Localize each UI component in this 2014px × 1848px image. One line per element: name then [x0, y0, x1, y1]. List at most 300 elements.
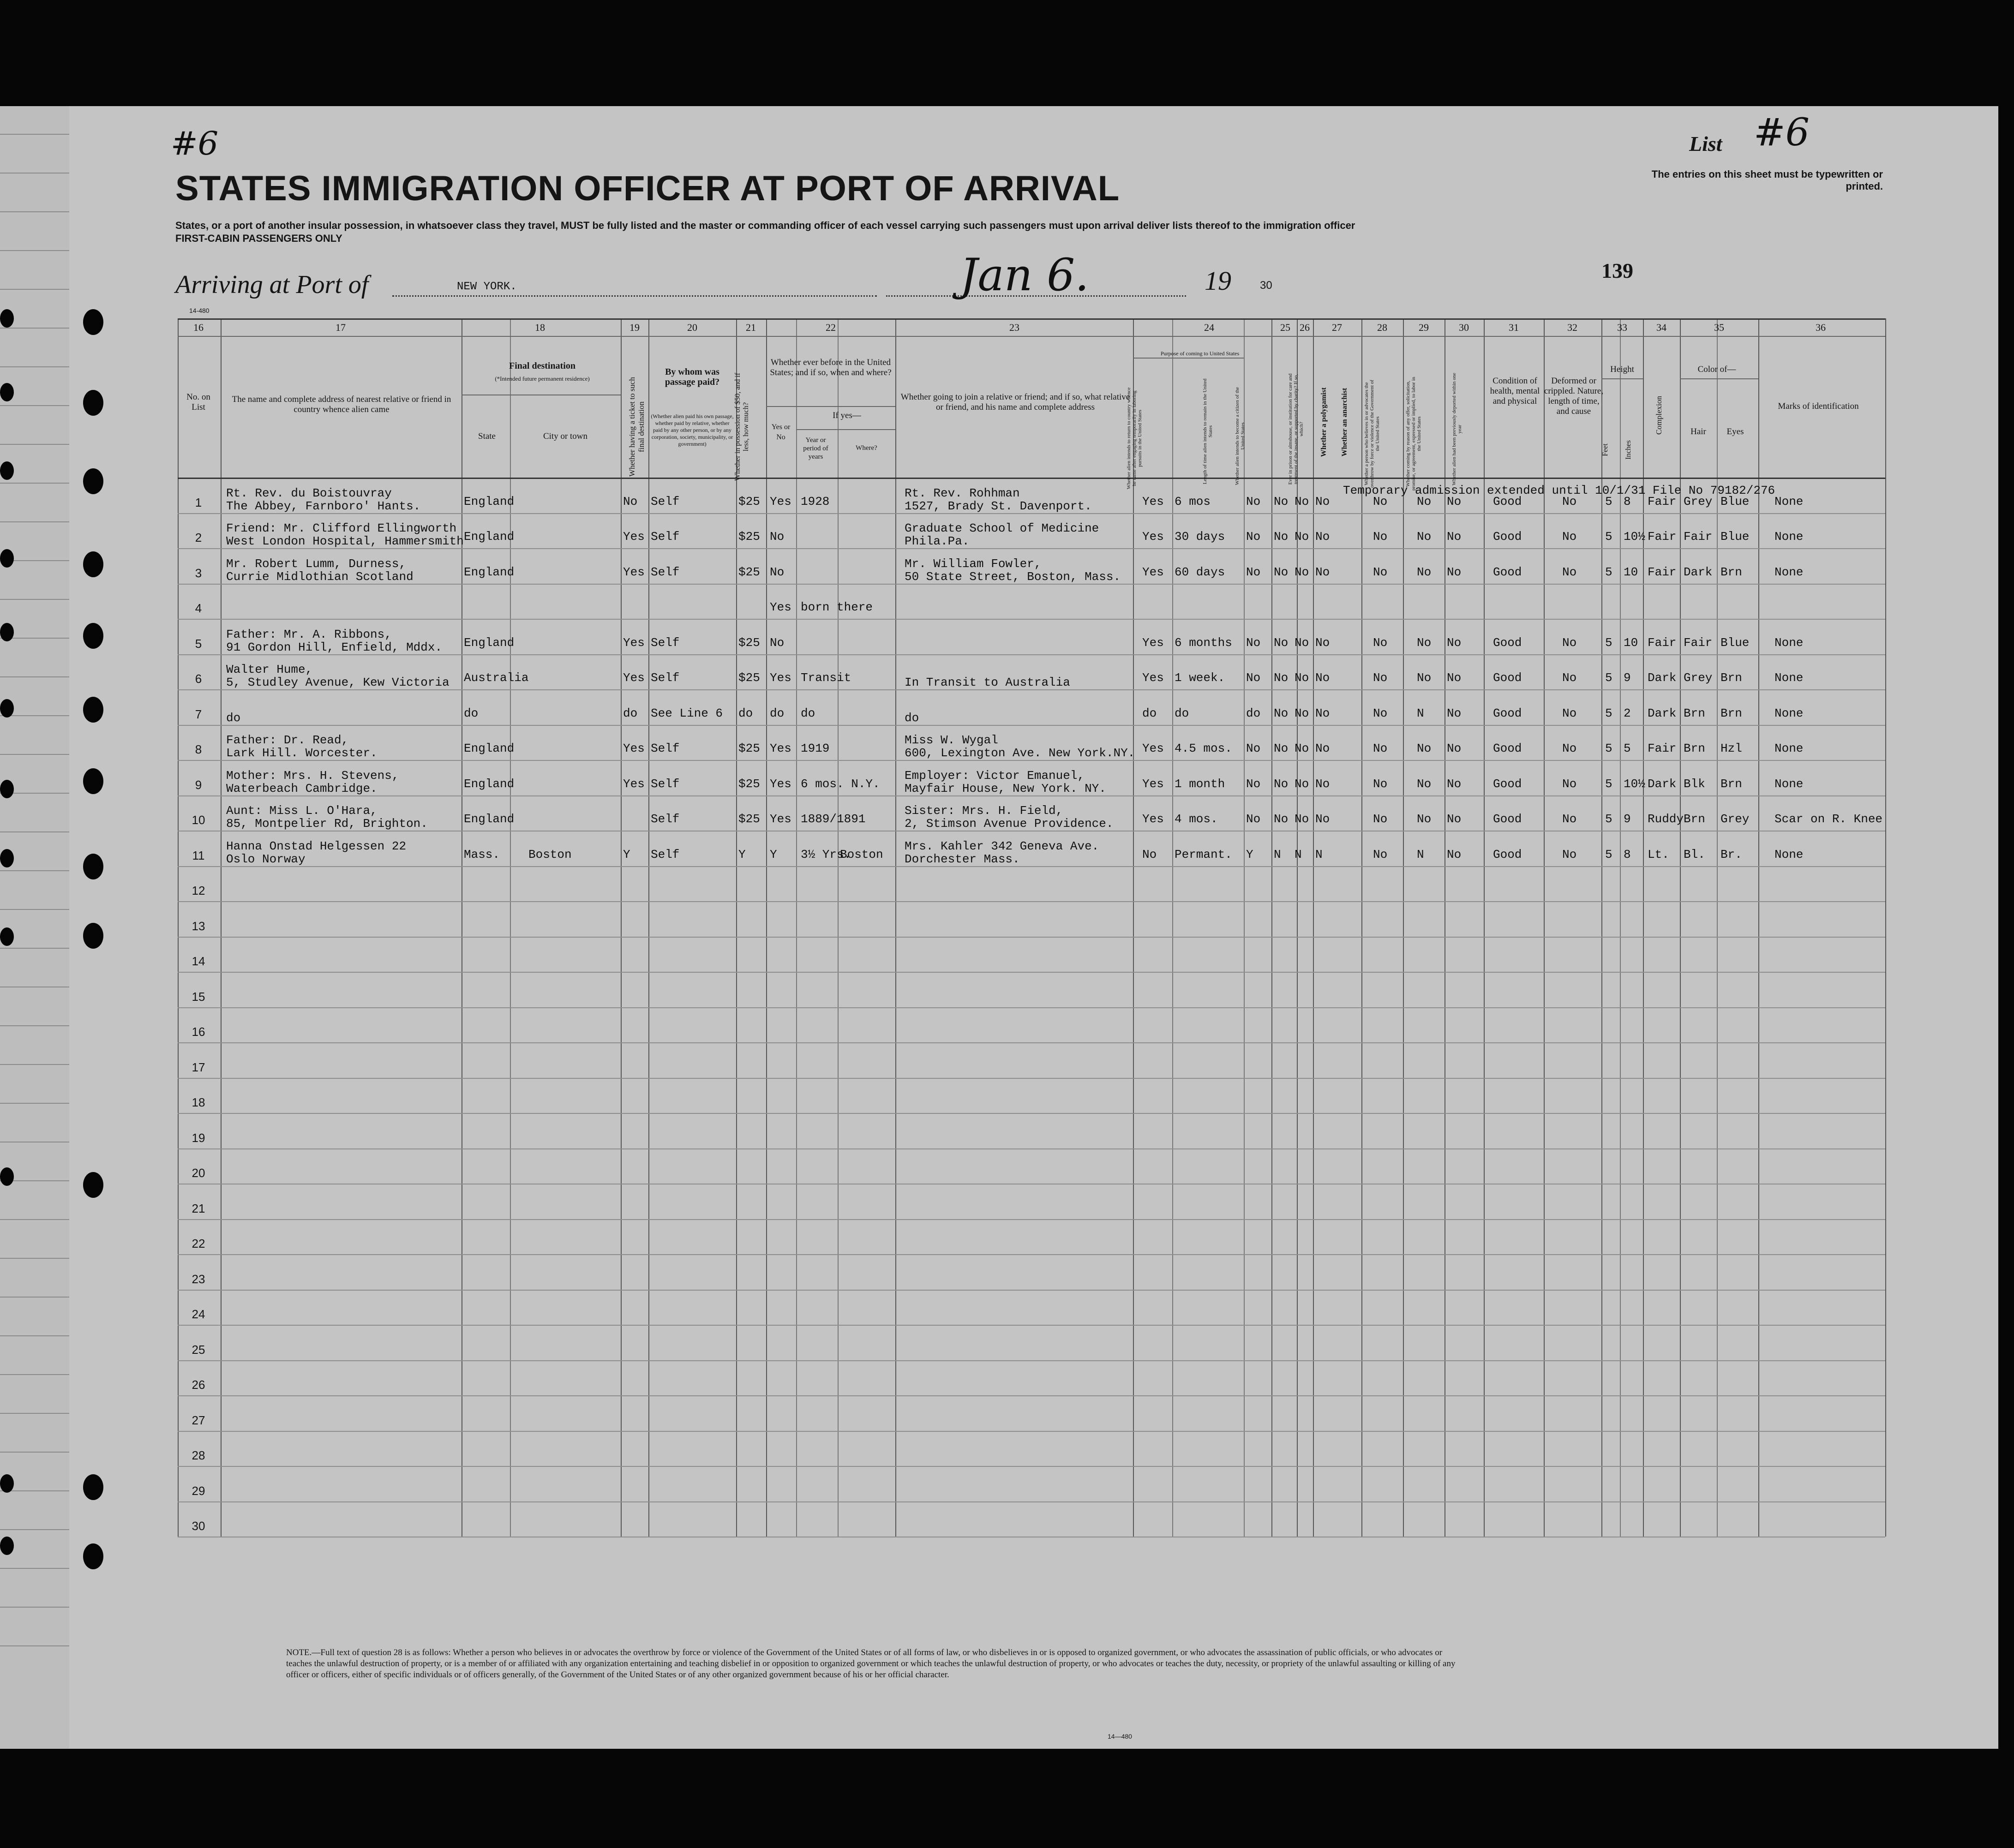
- cell-p3: Y: [1246, 847, 1253, 861]
- grid-row-divider: [178, 654, 1885, 655]
- cell-c26: No: [1295, 635, 1309, 650]
- cell-c30: No: [1447, 812, 1462, 826]
- manifest-sheet: [69, 106, 1998, 1749]
- cell-before: Yes: [770, 671, 791, 685]
- adjacent-page-rule: [0, 599, 69, 600]
- cell-addr: Currie Midlothian Scotland: [226, 569, 414, 584]
- cell-eyes: Brn: [1720, 671, 1742, 685]
- cell-state: England: [464, 777, 515, 791]
- grid-row-divider: [178, 795, 1885, 796]
- cell-health: Good: [1493, 530, 1522, 544]
- grid-row-divider: [178, 1254, 1885, 1255]
- cell-eyes: Brn: [1720, 777, 1742, 791]
- cell-health: Good: [1493, 742, 1522, 755]
- header-complexion: Complexion: [1654, 395, 1663, 435]
- adjacent-page-rule: [0, 1025, 69, 1026]
- grid-vertical-line: [1620, 318, 1621, 1537]
- cell-in: 2: [1624, 706, 1631, 720]
- cell-c27: No: [1315, 635, 1330, 650]
- cell-eyes: Brn: [1720, 565, 1742, 579]
- grid-vertical-line: [1601, 318, 1602, 1537]
- grid-row-divider: [178, 1042, 1885, 1043]
- page-title: STATES IMMIGRATION OFFICER AT PORT OF ARRIVAL: [175, 169, 1120, 208]
- cell-hair: Grey: [1684, 671, 1713, 685]
- cell-money: Y: [738, 847, 746, 861]
- cell-money: $25: [738, 742, 760, 755]
- cell-c25: No: [1274, 530, 1289, 544]
- cell-money: do: [738, 706, 753, 720]
- header-prison: Ever in prison or almshouse, or institution for care and treatment of the insane, or supported by charity? If so, which?: [1288, 373, 1304, 485]
- row-number: 11: [192, 848, 205, 862]
- cell-ticket: Yes: [623, 635, 645, 650]
- cell-years: 1928: [801, 494, 830, 508]
- adjacent-page-rule: [0, 1335, 69, 1336]
- cell-health: Good: [1493, 494, 1522, 508]
- cell-join2: Mayfair House, New York. NY.: [905, 781, 1106, 795]
- row-number: 24: [192, 1307, 205, 1321]
- cell-c29: No: [1417, 530, 1432, 544]
- grid-row-divider: [178, 972, 1885, 973]
- header-feet: Feet: [1601, 443, 1609, 456]
- cell-paid: Self: [651, 635, 680, 650]
- adjacent-page-edge: [0, 106, 69, 1749]
- grid-row-divider: [178, 1325, 1885, 1326]
- adjacent-page-rule: [0, 1374, 69, 1375]
- cell-in: 10: [1624, 635, 1638, 650]
- row-number: 3: [195, 566, 202, 580]
- cell-complex: Dark: [1648, 777, 1677, 791]
- row-number: 14: [192, 954, 205, 968]
- punch-hole: [83, 768, 103, 794]
- cell-ft: 5: [1605, 812, 1612, 826]
- column-number: 18: [535, 322, 545, 333]
- cell-c30: No: [1447, 671, 1462, 685]
- punch-hole: [0, 1167, 14, 1186]
- cell-hair: Brn: [1684, 742, 1705, 755]
- cell-c27: No: [1315, 706, 1330, 720]
- cell-addr: Waterbeach Cambridge.: [226, 781, 378, 795]
- row-number: 17: [192, 1060, 205, 1074]
- row-number: 15: [192, 989, 205, 1004]
- cell-c26: No: [1295, 706, 1309, 720]
- grid-vertical-line: [178, 318, 179, 1537]
- cell-deform: No: [1562, 742, 1577, 755]
- cell-c25: No: [1274, 565, 1289, 579]
- cell-eyes: Grey: [1720, 812, 1750, 826]
- header-been-before: Whether ever before in the United States; and if so, when and where?: [770, 358, 892, 377]
- cell-join1: Graduate School of Medicine: [905, 521, 1099, 535]
- adjacent-page-rule: [0, 483, 69, 484]
- cell-state: England: [464, 742, 515, 755]
- cell-ticket: Yes: [623, 530, 645, 544]
- cell-c26: No: [1295, 671, 1309, 685]
- cell-addr: do: [226, 711, 241, 725]
- cell-p1: No: [1142, 847, 1157, 861]
- adjacent-page-rule: [0, 366, 69, 367]
- cell-p2: do: [1175, 706, 1189, 720]
- column-number: 19: [629, 322, 640, 333]
- cell-addr: Oslo Norway: [226, 852, 306, 866]
- cell-addr: 5, Studley Avenue, Kew Victoria: [226, 676, 450, 689]
- grid-colnum-divider: [178, 336, 1885, 337]
- column-number: 35: [1714, 322, 1724, 333]
- adjacent-page-rule: [0, 948, 69, 949]
- cell-join1: Rt. Rev. Rohhman: [905, 486, 1020, 500]
- cell-before: Yes: [770, 600, 791, 614]
- cell-rel: Hanna Onstad Helgessen 22: [226, 839, 407, 853]
- row-number: 10: [192, 813, 205, 827]
- cell-marks: None: [1774, 706, 1804, 720]
- header-purpose: Purpose of coming to United States: [1160, 350, 1240, 357]
- cell-complex: Ruddy: [1648, 812, 1684, 826]
- grid-vertical-line: [1643, 318, 1644, 1537]
- cell-c28: No: [1373, 635, 1388, 650]
- cell-in: 9: [1624, 812, 1631, 826]
- row-number: 8: [195, 742, 202, 756]
- cell-c25: No: [1274, 635, 1289, 650]
- cell-c30: No: [1447, 706, 1462, 720]
- row-number: 27: [192, 1413, 205, 1427]
- header-labor-offer: Whether coming by reason of any offer, solicitation, promise, or agreement, expressed or implied, to labor in the United States: [1405, 377, 1422, 491]
- cell-before: Yes: [770, 777, 791, 791]
- cell-ticket: Y: [623, 847, 630, 861]
- cell-health: Good: [1493, 671, 1522, 685]
- row-number: 28: [192, 1448, 205, 1462]
- cell-rel: Father: Mr. A. Ribbons,: [226, 627, 392, 641]
- cell-eyes: Hzl: [1720, 742, 1742, 755]
- cell-p3: No: [1246, 565, 1261, 579]
- cell-c29: N: [1417, 847, 1424, 861]
- cell-money: $25: [738, 565, 760, 579]
- cell-paid: Self: [651, 565, 680, 579]
- adjacent-page-rule: [0, 405, 69, 406]
- cell-p1: Yes: [1142, 742, 1164, 755]
- row-number: 5: [195, 636, 202, 651]
- cell-c29: No: [1417, 494, 1432, 508]
- cell-years: Transit: [801, 671, 851, 685]
- cell-years: born there: [801, 600, 873, 614]
- grid-top-border: [178, 318, 1885, 320]
- column-number: 26: [1300, 322, 1310, 333]
- cell-deform: No: [1562, 494, 1577, 508]
- row-number: 2: [195, 531, 202, 544]
- adjacent-page-rule: [0, 754, 69, 755]
- grid-vertical-line: [1885, 318, 1886, 1537]
- cell-marks: None: [1774, 494, 1804, 508]
- grid-row-divider: [178, 1148, 1885, 1149]
- row-number: 29: [192, 1483, 205, 1498]
- grid-row-divider: [178, 866, 1885, 867]
- header-if-yes: If yes—: [833, 411, 861, 420]
- cell-before: No: [770, 530, 785, 544]
- grid-row-divider: [178, 937, 1885, 938]
- cell-hair: Dark: [1684, 565, 1713, 579]
- cell-in: 5: [1624, 742, 1631, 755]
- cell-p2: 1 week.: [1175, 671, 1225, 685]
- column-number: 17: [336, 322, 346, 333]
- cell-c27: N: [1315, 847, 1323, 861]
- cell-marks: None: [1774, 530, 1804, 544]
- cell-p1: do: [1142, 706, 1157, 720]
- cell-ft: 5: [1605, 706, 1612, 720]
- cell-join2: 50 State Street, Boston, Mass.: [905, 569, 1121, 584]
- header-state: State: [478, 431, 496, 441]
- typewritten-note: The entries on this sheet must be typewritten or printed.: [1651, 168, 1883, 192]
- adjacent-page-rule: [0, 1413, 69, 1414]
- cell-complex: Fair: [1648, 742, 1677, 755]
- header-passage-paid: By whom was passage paid?: [665, 367, 720, 387]
- list-label: List: [1689, 132, 1722, 155]
- cell-join1: Sister: Mrs. H. Field,: [905, 804, 1063, 818]
- adjacent-page-rule: [0, 134, 69, 135]
- grid-vertical-line: [648, 318, 649, 1537]
- grid-vertical-line: [1680, 318, 1681, 1537]
- cell-marks: None: [1774, 847, 1804, 861]
- cell-c29: N: [1417, 706, 1424, 720]
- cell-addr: 85, Montpelier Rd, Brighton.: [226, 817, 428, 831]
- cell-hair: Blk: [1684, 777, 1705, 791]
- class-label: FIRST-CABIN PASSENGERS ONLY: [175, 233, 342, 244]
- header-passage-paid-note: (Whether alien paid his own passage, whether paid by relative, whether paid by any other person, or by any corporation, society, municipality, or government): [651, 413, 734, 447]
- cell-paid: Self: [651, 847, 680, 861]
- cell-before: No: [770, 565, 785, 579]
- cell-c28: No: [1373, 530, 1388, 544]
- cell-paid: Self: [651, 494, 680, 508]
- row-number: 19: [192, 1130, 205, 1145]
- cell-paid: Self: [651, 530, 680, 544]
- footnote-question-28: NOTE.—Full text of question 28 is as follows: Whether a person who believes in or advocates the overthrow by force or violence of the Government of the United States or of all forms of law, or who disbelieves in or is opposed to organized government, or who advocates the assassination of public officials, or who advocates or teaches the unlawful destruction of property, or is a member of or affiliated with any organization entertaining and teaching disbelief in or opposition to organized government or which teaches the unlawful destruction of property, or who advocates or teaches the duty, necessity, or propriety of the unlawful assaulting or killing of any officer or officers, either of specific individuals or of officers generally, of the Government of the United States or of any other organized government because of his or her official character.: [286, 1648, 1456, 1680]
- grid-vertical-line: [1484, 318, 1485, 1537]
- cell-p2: 4 mos.: [1175, 812, 1218, 826]
- cell-in: 8: [1624, 847, 1631, 861]
- cell-marks: None: [1774, 777, 1804, 791]
- cell-join1: Employer: Victor Emanuel,: [905, 768, 1085, 783]
- cell-p1: Yes: [1142, 635, 1164, 650]
- cell-ft: 5: [1605, 847, 1612, 861]
- header-marks: Marks of identification: [1778, 401, 1859, 411]
- grid-vertical-line: [1133, 318, 1134, 1537]
- cell-in: 10: [1624, 565, 1638, 579]
- adjacent-page-rule: [0, 1452, 69, 1453]
- adjacent-page-rule: [0, 250, 69, 251]
- header-eyes: Eyes: [1726, 427, 1744, 437]
- grid-vertical-line: [736, 318, 737, 1537]
- cell-deform: No: [1562, 706, 1577, 720]
- handwritten-sheet-number: #6: [171, 125, 219, 162]
- cell-c29: No: [1417, 777, 1432, 791]
- adjacent-page-rule: [0, 676, 69, 677]
- cell-years: 6 mos. N.Y.: [801, 777, 880, 791]
- cell-c29: No: [1417, 812, 1432, 826]
- cell-join1: Mr. William Fowler,: [905, 556, 1042, 571]
- grid-vertical-line: [1544, 318, 1545, 1537]
- punch-hole: [0, 549, 14, 568]
- column-number: 22: [826, 322, 836, 333]
- cell-paid: Self: [651, 671, 680, 685]
- cell-ticket: Yes: [623, 742, 645, 755]
- cell-years: 1889/1891: [801, 812, 866, 826]
- cell-money: $25: [738, 635, 760, 650]
- grid-vertical-line: [766, 318, 767, 1537]
- cell-rel: Mother: Mrs. H. Stevens,: [226, 768, 399, 783]
- cell-p2: 6 mos: [1175, 494, 1211, 508]
- header-hair: Hair: [1690, 427, 1706, 437]
- grid-row-divider: [178, 1395, 1885, 1396]
- header-no-on-list: No. on List: [186, 392, 210, 412]
- cell-c30: No: [1447, 777, 1462, 791]
- cell-health: Good: [1493, 847, 1522, 861]
- grid-row-divider: [178, 1431, 1885, 1432]
- punch-hole: [0, 383, 14, 401]
- cell-health: Good: [1493, 565, 1522, 579]
- adjacent-page-rule: [0, 444, 69, 445]
- cell-p3: No: [1246, 742, 1261, 755]
- cell-c28: No: [1373, 706, 1388, 720]
- adjacent-page-rule: [0, 870, 69, 871]
- cell-rel: Father: Dr. Read,: [226, 733, 349, 747]
- row-number: 21: [192, 1201, 205, 1215]
- cell-c26: No: [1295, 812, 1309, 826]
- punch-hole: [83, 1474, 103, 1500]
- adjacent-page-rule: [0, 1103, 69, 1104]
- cell-where: Boston: [840, 847, 883, 861]
- row-number: 7: [195, 707, 202, 721]
- cell-c29: No: [1417, 635, 1432, 650]
- punch-hole: [0, 927, 14, 946]
- grid-header-bottom: [178, 478, 1885, 479]
- cell-join2: 1527, Brady St. Davenport.: [905, 499, 1092, 513]
- header-overthrow: Whether a person who believes in or advocates the overthrow by force or violence of the Government of the United States: [1364, 380, 1380, 488]
- cell-addr: 91 Gordon Hill, Enfield, Mddx.: [226, 640, 443, 654]
- header-purpose-length: Length of time alien intends to remain in the United States: [1202, 378, 1213, 484]
- grid-row-divider: [178, 619, 1885, 620]
- cell-state: Australia: [464, 671, 529, 685]
- header-where: Where?: [856, 444, 877, 452]
- cell-in: 10½: [1624, 530, 1645, 544]
- grid-row-divider: [178, 689, 1885, 690]
- grid-subheader-divider: [796, 429, 895, 430]
- cell-ft: 5: [1605, 777, 1612, 791]
- cell-p3: No: [1246, 494, 1261, 508]
- header-inches: Inches: [1624, 440, 1632, 460]
- cell-join2: In Transit to Australia: [905, 676, 1070, 689]
- footnote-form-code: 14—480: [1108, 1733, 1132, 1740]
- cell-join1: Mrs. Kahler 342 Geneva Ave.: [905, 839, 1099, 853]
- grid-vertical-line: [1313, 318, 1314, 1537]
- cell-c28: No: [1373, 494, 1388, 508]
- cell-hair: Bl.: [1684, 847, 1705, 861]
- cell-complex: Fair: [1648, 635, 1677, 650]
- cell-c27: No: [1315, 671, 1330, 685]
- cell-join2: Phila.Pa.: [905, 534, 970, 548]
- page-number: 139: [1601, 259, 1633, 282]
- cell-p1: Yes: [1142, 812, 1164, 826]
- cell-rel: Aunt: Miss L. O'Hara,: [226, 804, 378, 818]
- cell-hair: Fair: [1684, 530, 1713, 544]
- cell-c30: No: [1447, 635, 1462, 650]
- adjacent-page-rule: [0, 521, 69, 522]
- grid-vertical-line: [1758, 318, 1759, 1537]
- header-final-destination-note: (*Intended future permanent residence): [495, 375, 590, 382]
- cell-years: 1919: [801, 742, 830, 755]
- arrival-port: NEW YORK.: [457, 281, 517, 293]
- cell-years: 3½ Yrs.: [801, 847, 851, 861]
- cell-p3: do: [1246, 706, 1261, 720]
- cell-p2: 6 months: [1175, 635, 1232, 650]
- cell-state: England: [464, 565, 515, 579]
- cell-money: $25: [738, 671, 760, 685]
- grid-row-divider: [178, 1501, 1885, 1502]
- column-number: 33: [1617, 322, 1627, 333]
- temporary-admission-annotation: Temporary admission extended until 10/1/31 File No 79182/276: [1343, 484, 1775, 497]
- cell-p1: Yes: [1142, 530, 1164, 544]
- grid-row-divider: [178, 513, 1885, 514]
- cell-p2: 4.5 mos.: [1175, 742, 1232, 755]
- cell-rel: Mr. Robert Lumm, Durness,: [226, 556, 407, 571]
- cell-money: $25: [738, 494, 760, 508]
- cell-c27: No: [1315, 494, 1330, 508]
- grid-vertical-line: [1271, 318, 1272, 1537]
- grid-row-divider: [178, 901, 1885, 902]
- header-city: City or town: [543, 431, 588, 441]
- column-number: 16: [193, 322, 204, 333]
- grid-vertical-line: [838, 318, 839, 1537]
- cell-paid: Self: [651, 812, 680, 826]
- cell-ft: 5: [1605, 742, 1612, 755]
- punch-hole: [0, 461, 14, 480]
- cell-health: Good: [1493, 812, 1522, 826]
- instructions-text: States, or a port of another insular possession, in whatsoever class they travel, MUST be fully listed and the master or commanding officer of each vessel carrying such passengers must upon arrival deliver lists thereof to the immigration officer: [175, 220, 1355, 231]
- column-number: 23: [1009, 322, 1019, 333]
- header-color: Color of—: [1697, 365, 1736, 374]
- grid-row-divider: [178, 1078, 1885, 1079]
- cell-c27: No: [1315, 812, 1330, 826]
- port-underline: [392, 295, 877, 297]
- punch-hole: [0, 780, 14, 798]
- grid-subheader-divider: [1680, 378, 1758, 379]
- header-polygamist: Whether a polygamist: [1320, 387, 1328, 457]
- punch-hole: [0, 623, 14, 641]
- adjacent-page-rule: [0, 328, 69, 329]
- cell-c26: No: [1295, 494, 1309, 508]
- cell-c26: No: [1295, 742, 1309, 755]
- punch-hole: [83, 1543, 103, 1569]
- header-final-destination: Final destination: [509, 361, 575, 371]
- cell-eyes: Br.: [1720, 847, 1742, 861]
- cell-c25: No: [1274, 671, 1289, 685]
- punch-hole: [83, 1172, 103, 1198]
- column-number: 34: [1656, 322, 1666, 333]
- cell-before: Y: [770, 847, 777, 861]
- cell-c30: No: [1447, 847, 1462, 861]
- row-number: 30: [192, 1519, 205, 1533]
- cell-paid: See Line 6: [651, 706, 723, 720]
- year-suffix: 30: [1260, 279, 1272, 292]
- grid-vertical-line: [1244, 318, 1245, 1537]
- adjacent-page-rule: [0, 1064, 69, 1065]
- column-number: 20: [687, 322, 697, 333]
- cell-c30: No: [1447, 530, 1462, 544]
- adjacent-page-rule: [0, 1529, 69, 1530]
- grid-row-divider: [178, 1007, 1885, 1008]
- cell-eyes: Blue: [1720, 530, 1750, 544]
- cell-c25: N: [1274, 847, 1281, 861]
- grid-row-divider: [178, 584, 1885, 585]
- cell-ticket: do: [623, 706, 638, 720]
- column-number: 30: [1459, 322, 1469, 333]
- adjacent-page-rule: [0, 1297, 69, 1298]
- cell-deform: No: [1562, 671, 1577, 685]
